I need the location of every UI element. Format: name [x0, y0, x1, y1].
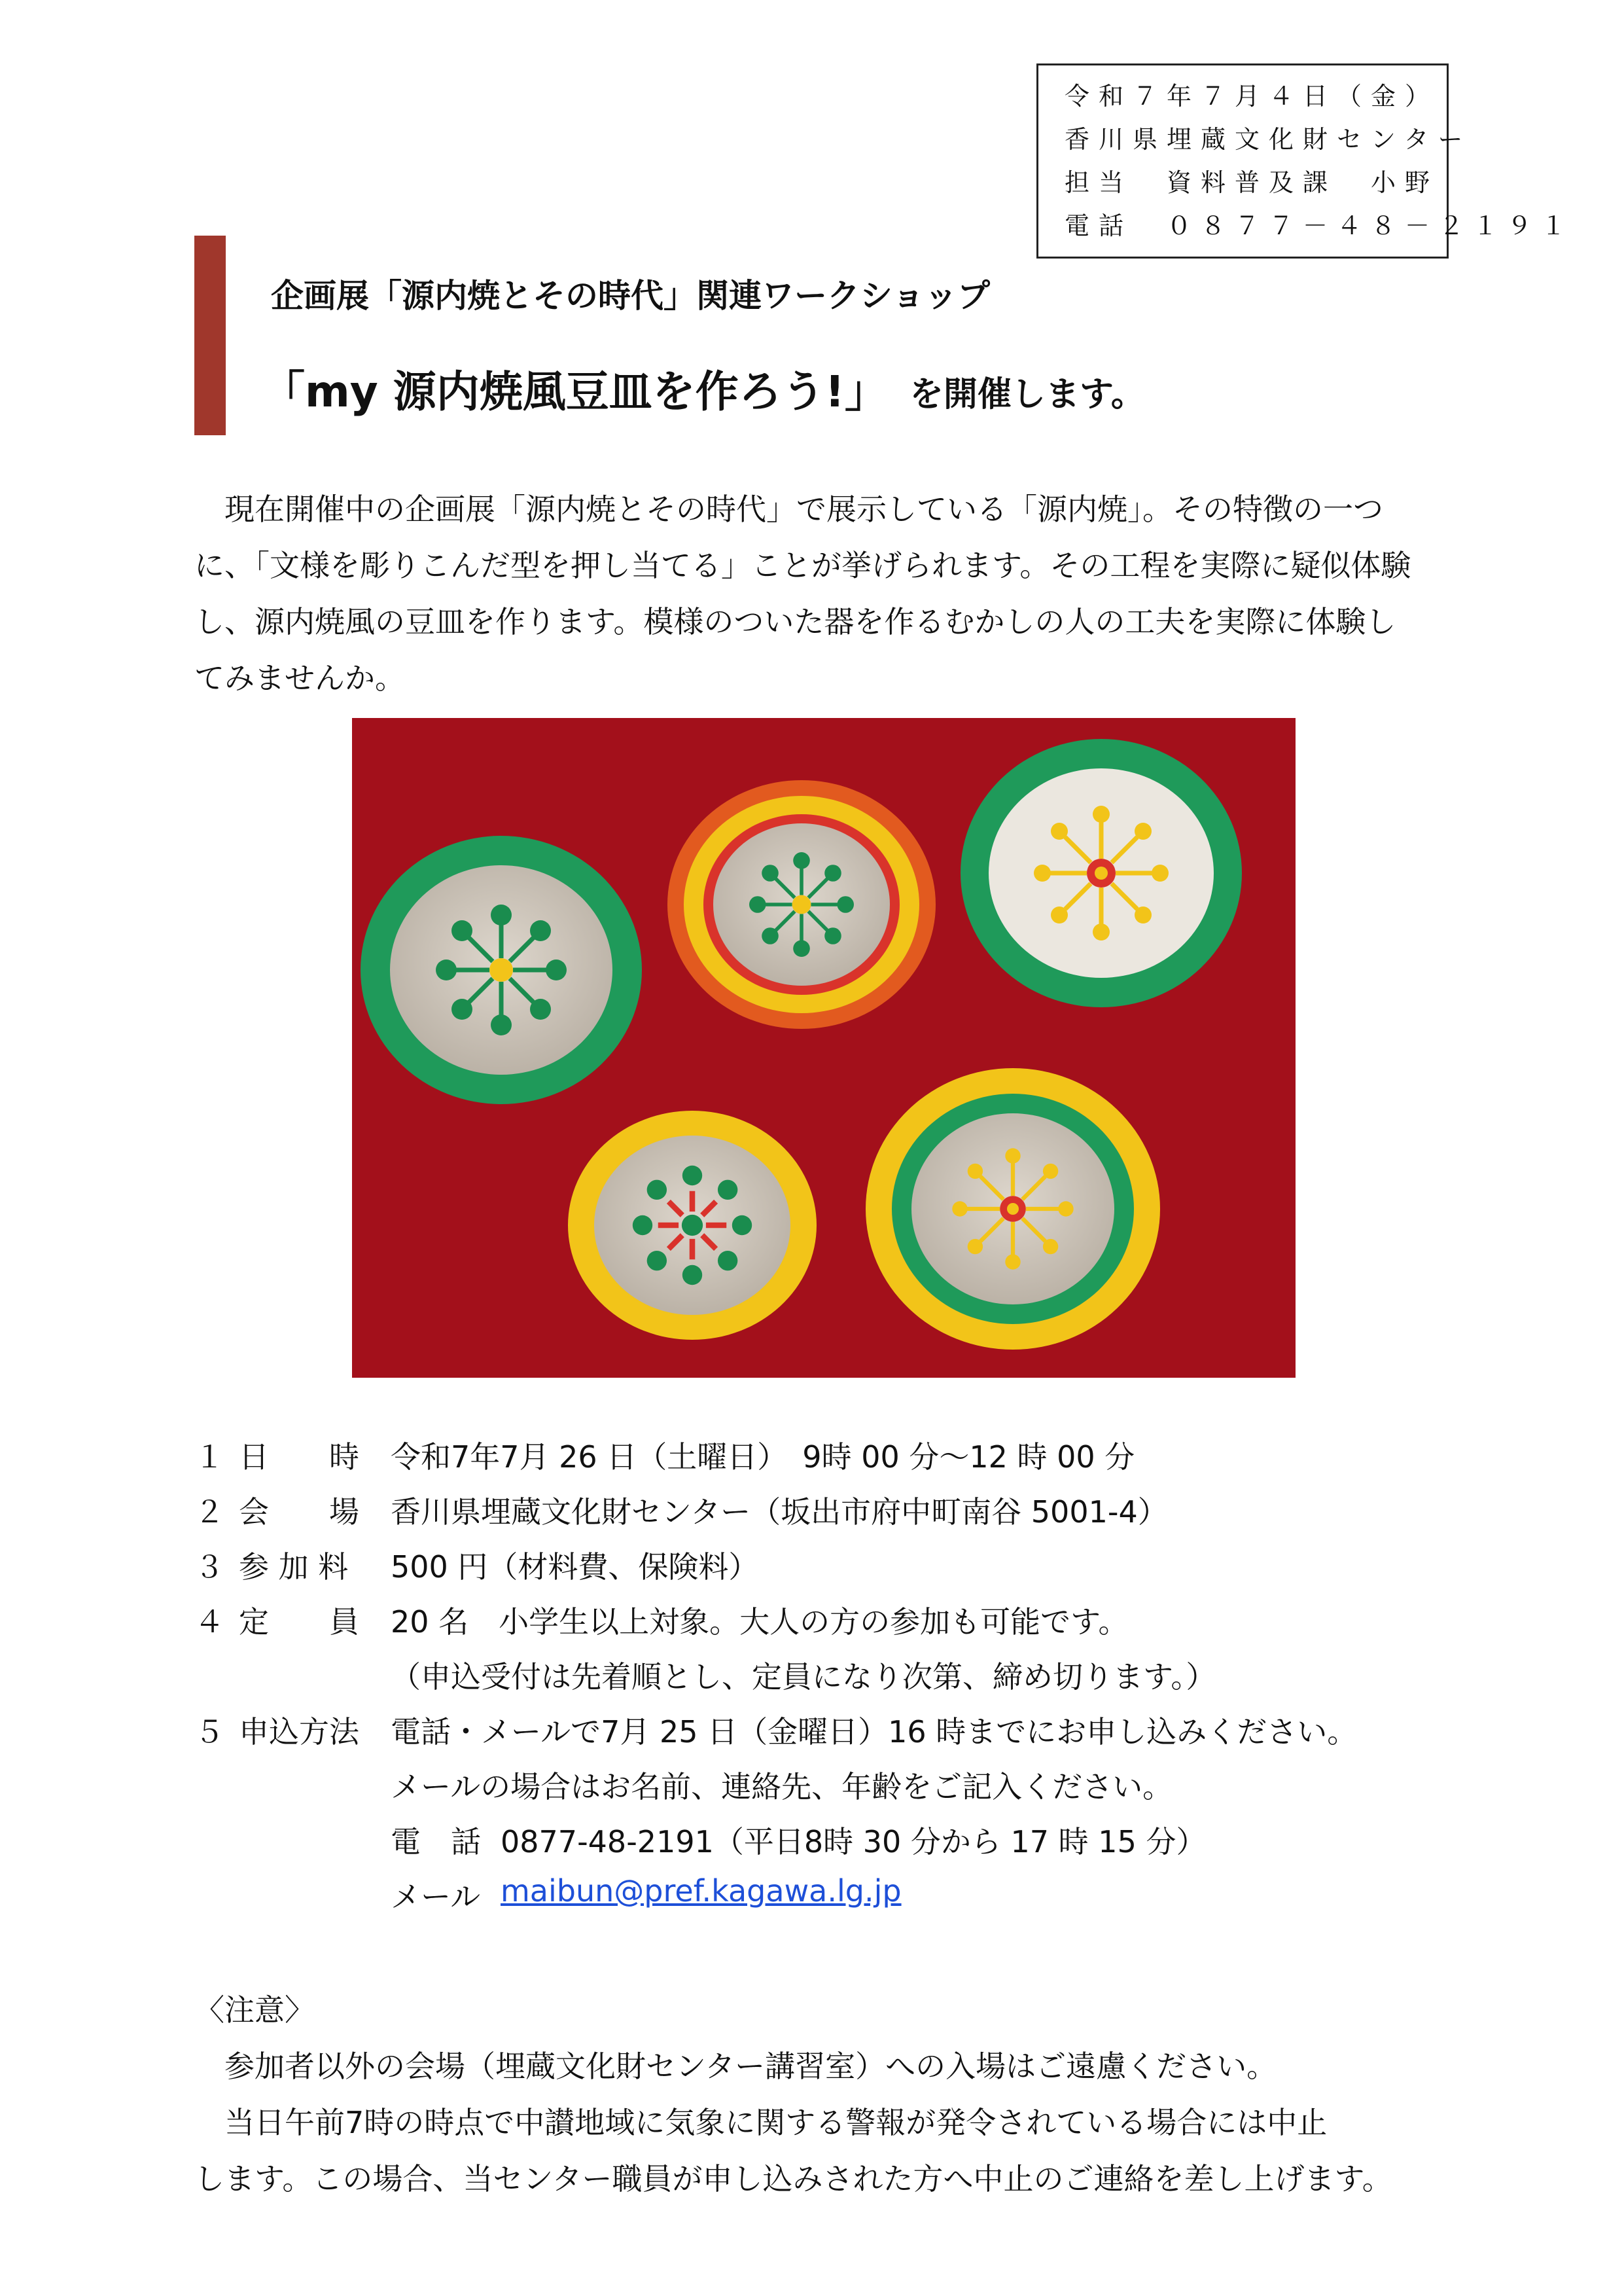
detail-number: １	[194, 1439, 224, 1475]
phone-label: 電 話	[391, 1824, 481, 1859]
detail-label: 日 時	[239, 1439, 359, 1475]
event-title: 「my 源内焼風豆皿を作ろう!」	[262, 367, 888, 417]
detail-value: 香川県埋蔵文化財センター（坂出市府中町南谷 5001-4）	[391, 1494, 1168, 1530]
notes-line: 当日午前7時の時点で中讃地域に気象に関する警報が発令されている場合には中止	[194, 2105, 1328, 2140]
detail-number: ３	[194, 1549, 224, 1585]
plate-yellow-rim-left	[568, 1111, 817, 1340]
plate-green-rim-right	[961, 739, 1242, 1007]
event-subtitle: 企画展「源内焼とその時代」関連ワークショップ	[271, 277, 990, 315]
email-link[interactable]: maibun@pref.kagawa.lg.jp	[501, 1873, 902, 1909]
detail-label: 参 加 料	[239, 1549, 349, 1585]
intro-paragraph	[194, 481, 1438, 706]
detail-note: （申込受付は先着順とし、定員になり次第、締め切ります。）	[391, 1659, 1216, 1695]
contact-person: 担当 資料普及課 小野	[1065, 168, 1439, 197]
detail-label: 会 場	[239, 1494, 359, 1530]
detail-number: ２	[194, 1494, 224, 1530]
detail-label: 定 員	[239, 1604, 359, 1640]
notes-heading: 〈注意〉	[194, 1992, 315, 2028]
contact-info-box	[1036, 63, 1576, 259]
plates-photo	[352, 718, 1296, 1378]
organization-name: 香川県埋蔵文化財センター	[1065, 125, 1472, 154]
mail-label: メール	[391, 1879, 481, 1914]
plate-yellow-rim-right	[866, 1068, 1160, 1350]
detail-number: ４	[194, 1604, 224, 1640]
event-title-suffix: を開催します。	[909, 375, 1145, 414]
detail-value: 令和7年7月 26 日（土曜日） 9時 00 分～12 時 00 分	[391, 1439, 1135, 1475]
detail-value: 500 円（材料費、保険料）	[391, 1549, 759, 1585]
intro-line: し、源内焼風の豆皿を作ります。模様のついた器を作るむかしの人の工夫を実際に体験し	[194, 604, 1396, 639]
detail-note: メールの場合はお名前、連絡先、年齢をご記入ください。	[391, 1769, 1173, 1804]
intro-line: に、「文様を彫りこんだ型を押し当てる」ことが挙げられます。その工程を実際に疑似体験	[194, 548, 1411, 583]
notes-section	[194, 1982, 1392, 2207]
detail-value: 20 名 小学生以上対象。大人の方の参加も可能です。	[391, 1604, 1129, 1640]
plate-green-rim-left	[361, 836, 642, 1104]
title-accent-bar	[194, 236, 226, 435]
issue-date: 令和７年７月４日（金）	[1065, 82, 1439, 111]
intro-line: 現在開催中の企画展「源内焼とその時代」で展示している「源内焼」。その特徴の一つ	[194, 492, 1383, 527]
notes-line: 参加者以外の会場（埋蔵文化財センター講習室）への入場はご遠慮ください。	[194, 2049, 1277, 2084]
plate-orange-rim-top	[667, 780, 936, 1029]
detail-value: 電話・メールで7月 25 日（金曜日）16 時までにお申し込みください。	[391, 1714, 1358, 1749]
contact-phone: 電話 ０８７７－４８－２１９１	[1065, 211, 1576, 240]
notes-line: します。この場合、当センター職員が申し込みされた方へ中止のご連絡を差し上げます。	[194, 2161, 1392, 2197]
detail-number: ５	[194, 1714, 224, 1749]
phone-value: 0877-48-2191（平日8時 30 分から 17 時 15 分）	[501, 1824, 1207, 1859]
detail-label: 申込方法	[239, 1714, 359, 1749]
intro-line: てみませんか。	[194, 660, 405, 696]
